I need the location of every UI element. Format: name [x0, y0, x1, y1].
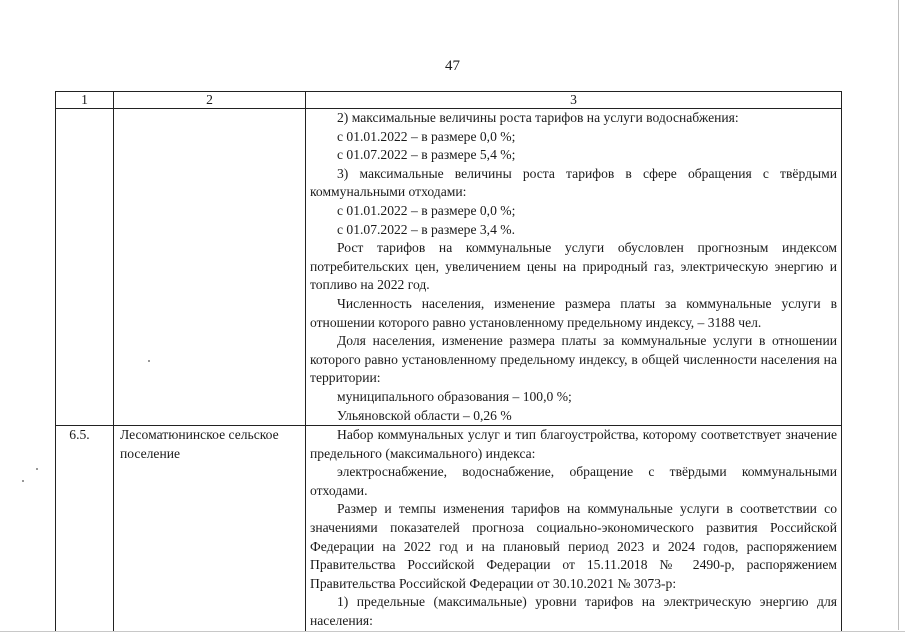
row-number: [56, 109, 114, 426]
paragraph: Набор коммунальных услуг и тип благоустройства, которому соответствует значение предельного (максимального) индекса:: [310, 427, 837, 461]
paragraph: Рост тарифов на коммунальные услуги обусловлен прогнозным индексом потребительских цен, увеличением цены на природный газ, электрическую энергию и топливо на 2022 год.: [310, 240, 837, 293]
scan-speck: [36, 468, 38, 470]
scan-speck: [148, 360, 150, 362]
paragraph: с 01.01.2022 – в размере 0,0 %;: [337, 202, 516, 218]
paragraph: 2) максимальные величины роста тарифов на услуги водоснабжения:: [337, 110, 739, 125]
paragraph: Численность населения, изменение размера платы за коммунальные услуги в отношении которого равно установленному предельному индексу, – 3188 чел.: [310, 295, 837, 330]
paragraph: с 01.01.2022 – в размере 0,0 %;: [337, 128, 516, 144]
header-col-2: 2: [114, 92, 306, 109]
table-row-continuation: [56, 109, 842, 426]
paragraph: 1) предельные (максимальные) уровни тарифов на электрическую энергию для населения:: [310, 594, 837, 629]
paragraph: муниципального образования – 100,0 %;: [337, 388, 572, 404]
paragraph: Размер и темпы изменения тарифов на коммунальные услуги в соответствии со значениями показателей прогноза социально-экономического развития Российской Федерации на 2022 год и на плановый период 2023 и 2024 годов, распоряжением Правительства Российской Федерации от 15.11.2018 № 2490-р, распоряжением Правительства Российской Федерации от 30.10.2021 № 3073-р:: [310, 501, 837, 591]
table-header-row: [56, 92, 842, 109]
scan-edge-bottom: [0, 631, 905, 632]
row-description: [306, 109, 842, 426]
scan-speck: [22, 480, 24, 482]
table-row-6-5: [56, 426, 842, 632]
paragraph: электроснабжение, водоснабжение, обращение с твёрдыми коммунальными отходами.: [310, 464, 837, 498]
paragraph: 3) максимальные величины роста тарифов в сфере обращения с твёрдыми коммунальными отходами:: [310, 165, 837, 200]
page-number: 47: [445, 58, 460, 74]
paragraph: с 01.07.2022 – в размере 5,4 %;: [337, 147, 516, 163]
tariff-table: [55, 91, 842, 632]
header-col-3: 3: [306, 92, 842, 109]
scan-edge-right: [898, 0, 899, 630]
row-number: 6.5.: [56, 426, 114, 632]
settlement-name: Лесоматюнинское сельское поселение: [114, 426, 306, 632]
paragraph: Ульяновской области – 0,26 %: [337, 407, 512, 423]
header-col-1: 1: [56, 92, 114, 109]
settlement-name: [114, 109, 306, 426]
row-description: [306, 426, 842, 632]
paragraph: с 01.07.2022 – в размере 3,4 %.: [337, 221, 515, 237]
paragraph: Доля населения, изменение размера платы за коммунальные услуги в отношении которого равно установленному предельному индексу, в общей численности населения на территории:: [310, 333, 837, 386]
